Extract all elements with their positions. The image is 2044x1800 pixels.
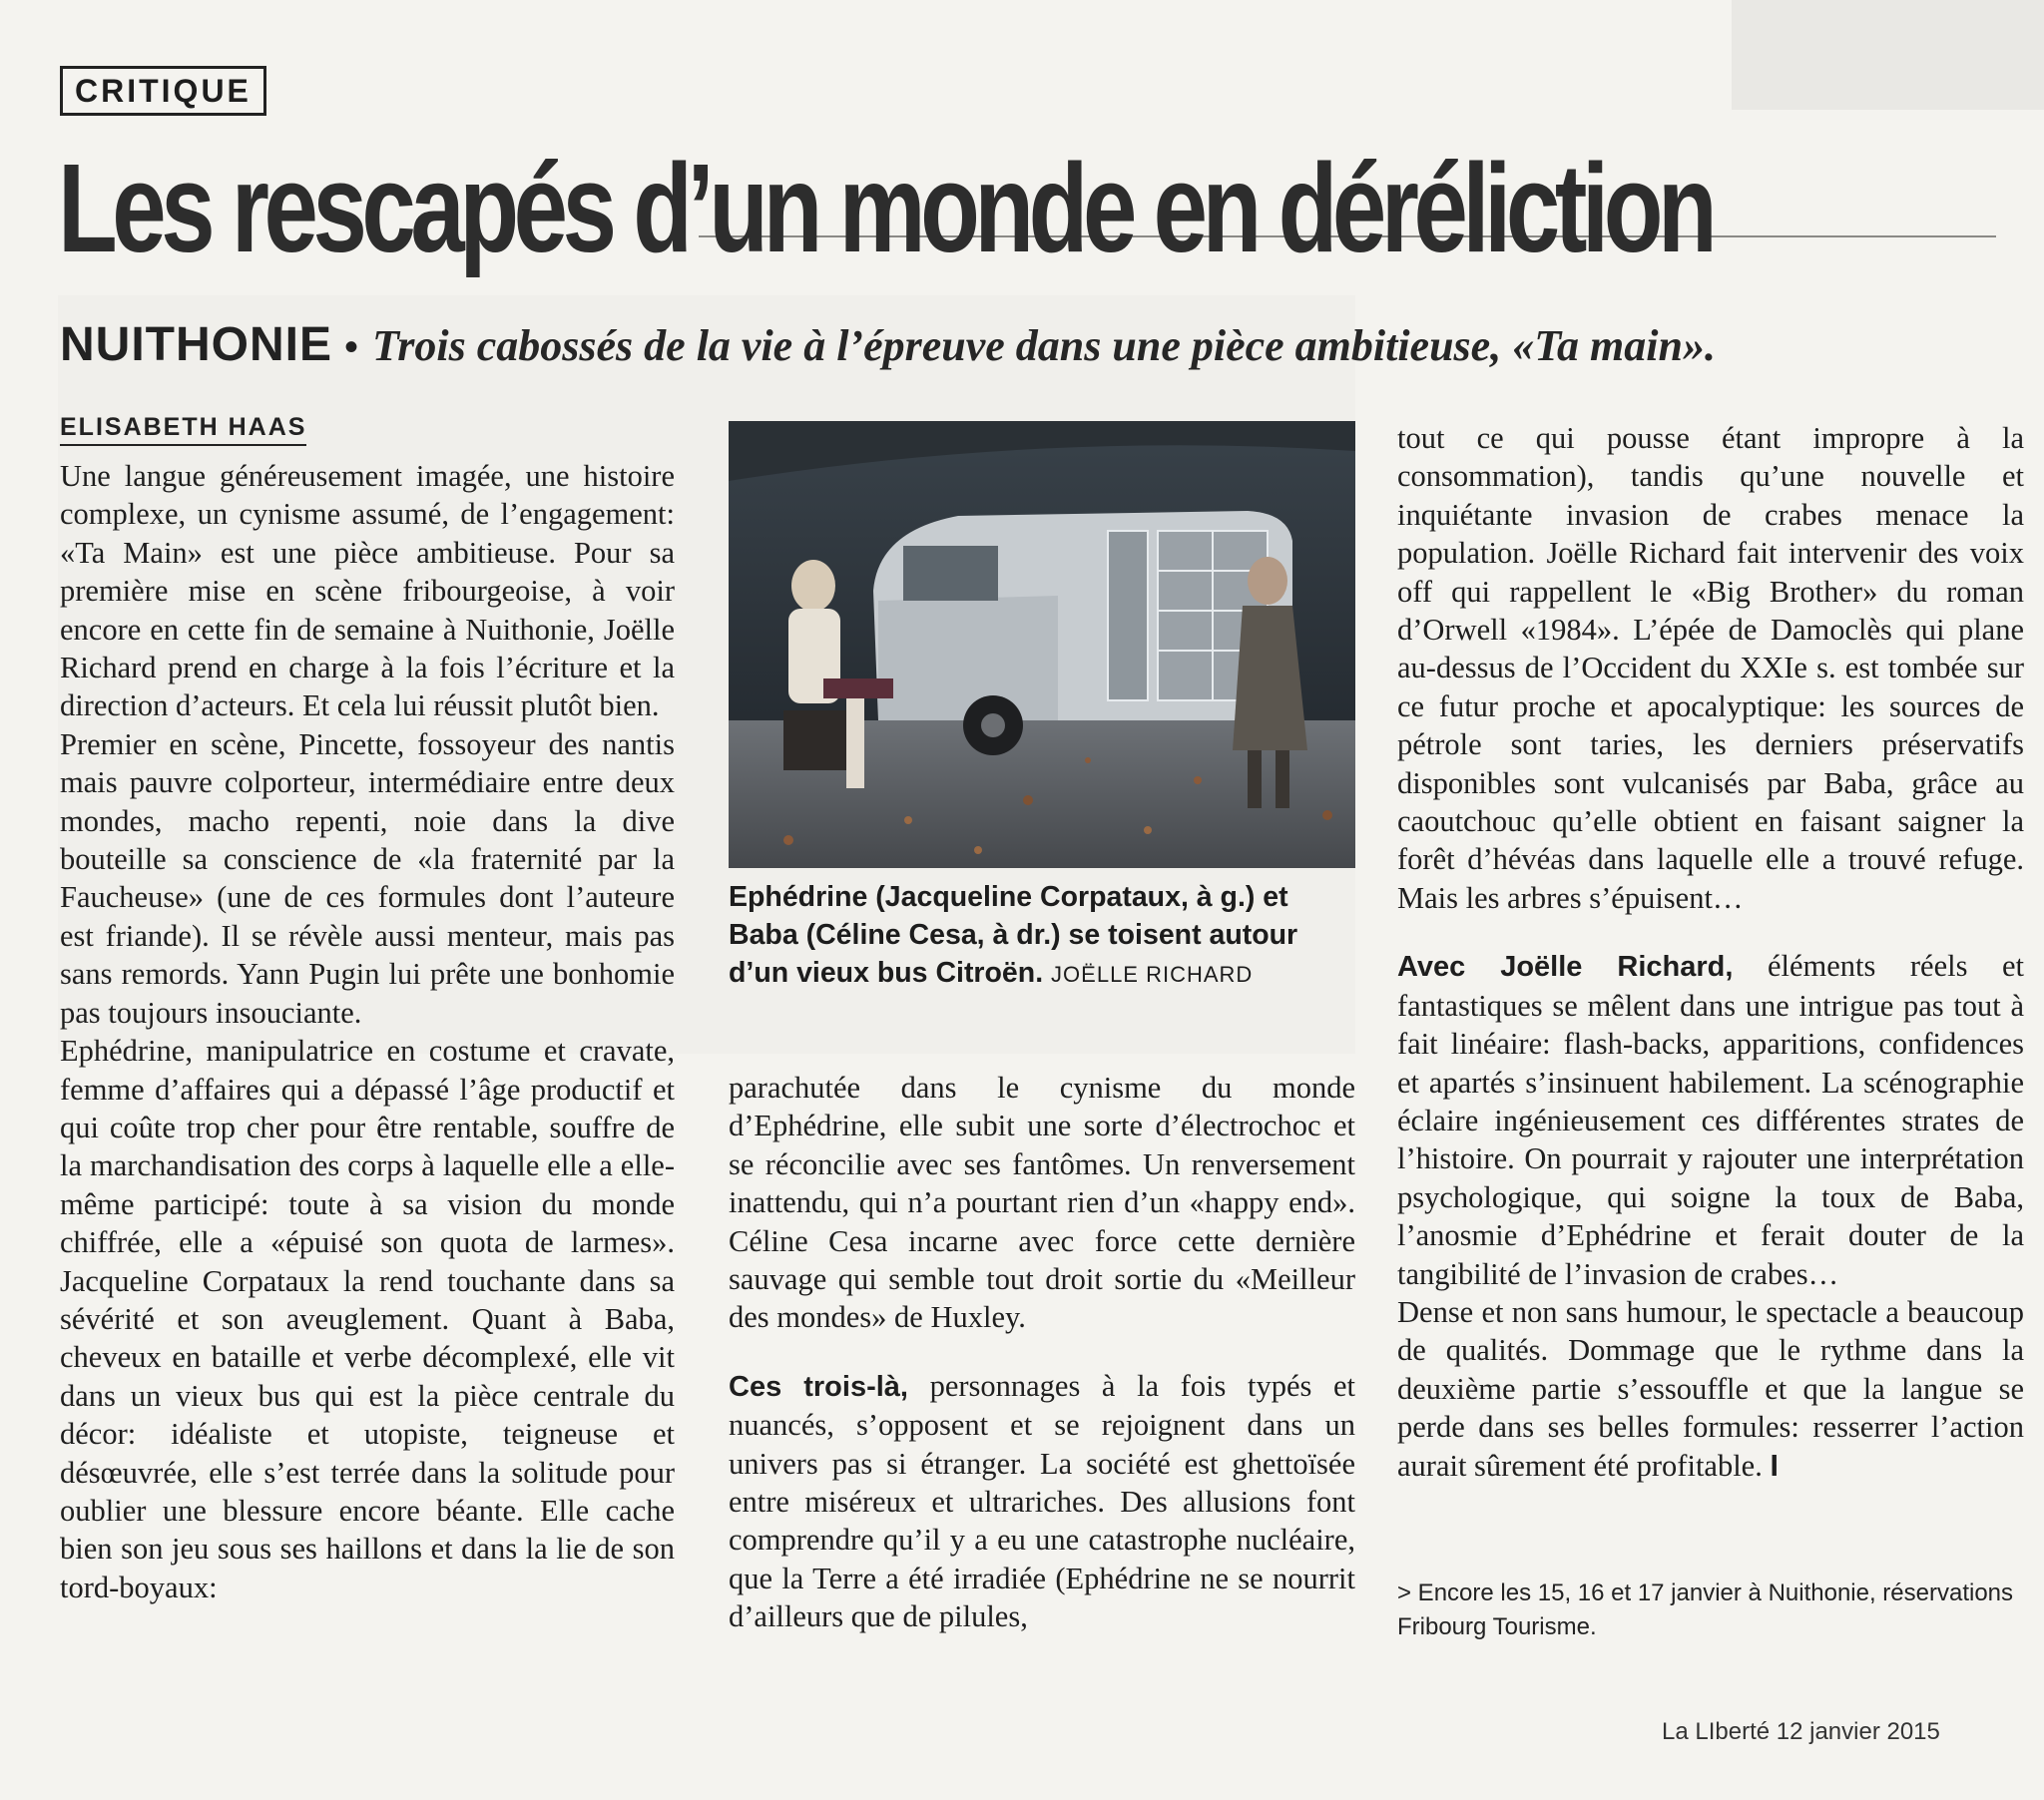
stage-photo — [729, 421, 1355, 868]
bullet-separator: • — [344, 325, 359, 369]
paragraph: Une langue généreusement imagée, une histoire complexe, un cynisme assumé, de l’engagement: «Ta Main» est une pièce ambitieuse. Pour sa première mise en scène fribourgeoise, à voir encore en cette fin de semaine à Nuithonie, Joëlle Richard prend en charge à la fois l’écriture et la direction d’acteurs. Et cela lui réussit plutôt bien. — [60, 459, 675, 723]
paragraph: Premier en scène, Pincette, fossoyeur des nantis mais pauvre colporteur, intermédiaire entre deux mondes, macho repenti, noie dans la dive bouteille sa conscience de «la fraternité par la Faucheuse» (une de ces formules dont l’auteure est friande). Il se révèle aussi menteur, mais pas sans remords. Yann Pugin lui prête une bonhomie pas toujours insouciante. — [60, 726, 675, 1030]
paragraph: tout ce qui pousse étant impropre à la consommation), tandis qu’une nouvelle et inquiétante invasion de crabes menace la population. Joëlle Richard fait intervenir des voix off qui rappellent le «Big Brother» du roman d’Orwell «1984». L’épée de Damoclès qui plane au-dessus de l’Occident du XXIe s. est tombée sur ce futur proche et apocalyptique: les sources de pétrole sont taries, les derniers préservatifs disponibles sont vulcanisés par Baba, grâce au caoutchouc qu’elle obtient en faisant saigner la forêt d’hévéas dans laquelle elle a trouvé refuge. Mais les arbres s’épuisent… — [1397, 421, 2024, 915]
photo-credit: JOËLLE RICHARD — [1051, 962, 1254, 987]
byline: ELISABETH HAAS — [60, 413, 306, 446]
column-2 — [729, 1069, 1355, 1636]
kicker-label: CRITIQUE — [60, 66, 266, 116]
publication-footer: La LIberté 12 janvier 2015 — [1662, 1718, 1940, 1745]
stage-photo-image — [729, 421, 1355, 868]
paragraph-text: éléments réels et fantastiques se mêlent dans une intrigue pas tout à fait linéaire: flash-backs, apparitions, confidences et apartés s’insinuent habilement. La scénographie éclaire ingénieusement ces différentes strates de l’histoire. On pourrait y rajouter une interprétation psychologique, qui soigne la toux de Baba, l’anosmie d’Ephédrine et ferait douter de la tangibilité de l’invasion de crabes… — [1397, 949, 2024, 1291]
photo-caption — [729, 878, 1355, 994]
bleed-through-image — [1732, 0, 2044, 110]
lead-in: Ces trois-là, — [729, 1370, 908, 1403]
paragraph: Ephédrine, manipulatrice en costume et cravate, femme d’affaires qui a dépassé l’âge productif et qui coûte trop cher pour être rentable, souffre de la marchandisation des corps à laquelle elle a elle-même participé: toute à sa vision du monde chiffrée, elle a «épuisé son quota de larmes». Jacqueline Corpataux la rend touchante dans sa sévérité et son aveuglement. Quant à Baba, cheveux en bataille et verbe décomplexé, elle vit dans un vieux bus qui est la pièce centrale du décor: idéaliste et utopiste, teigneuse et désœuvrée, elle s’est terrée dans la solitude pour oublier une blessure encore béante. Elle cache bien son jeu sous ses haillons et dans la lie de son tord-boyaux: — [60, 1034, 675, 1604]
deck-line — [60, 317, 1716, 372]
paragraph — [1397, 947, 2024, 1293]
paragraph: parachutée dans le cynisme du monde d’Ephédrine, elle subit une sorte d’électrochoc et se réconcilie avec ses fantômes. Un renversement inattendu, qui n’a pourtant rien d’un «happy end». Céline Cesa incarne avec force cette dernière sauvage qui semble tout droit sortie du «Meilleur des mondes» de Huxley. — [729, 1071, 1355, 1335]
caption-text: Ephédrine (Jacqueline Corpataux, à g.) et Baba (Céline Cesa, à dr.) se toisent autour d’un vieux bus Citroën. — [729, 881, 1298, 989]
deck: Trois cabossés de la vie à l’épreuve dans une pièce ambitieuse, «Ta main». — [372, 321, 1716, 370]
headline: Les rescapés d’un monde en déréliction — [58, 138, 1713, 278]
section-name: NUITHONIE — [60, 318, 332, 371]
column-3 — [1397, 419, 2024, 1485]
practical-info: > Encore les 15, 16 et 17 janvier à Nuithonie, réservations Fribourg Tourisme. — [1397, 1579, 2014, 1640]
paragraph — [729, 1367, 1355, 1636]
paragraph-text: personnages à la fois typés et nuancés, s’opposent et se rejoignent dans un univers pas si étranger. La société est ghettoïsée entre miséreux et ultrariches. Des allusions font comprendre qu’il y a eu une catastrophe nucléaire, que la Terre a été irradiée (Ephédrine ne se nourrit d’ailleurs que de pilules, — [729, 1368, 1356, 1634]
paragraph-text: Dense et non sans humour, le spectacle a beaucoup de qualités. Dommage que le rythme dans la deuxième partie s’essouffle et que la langue se perde dans ses belles formules: resserrer l’action aurait sûrement été profitable. — [1397, 1294, 2024, 1483]
lead-in: Avec Joëlle Richard, — [1397, 951, 1734, 984]
column-1 — [60, 457, 675, 1606]
paragraph — [1397, 1293, 2024, 1485]
end-mark: I — [1770, 1448, 1779, 1483]
